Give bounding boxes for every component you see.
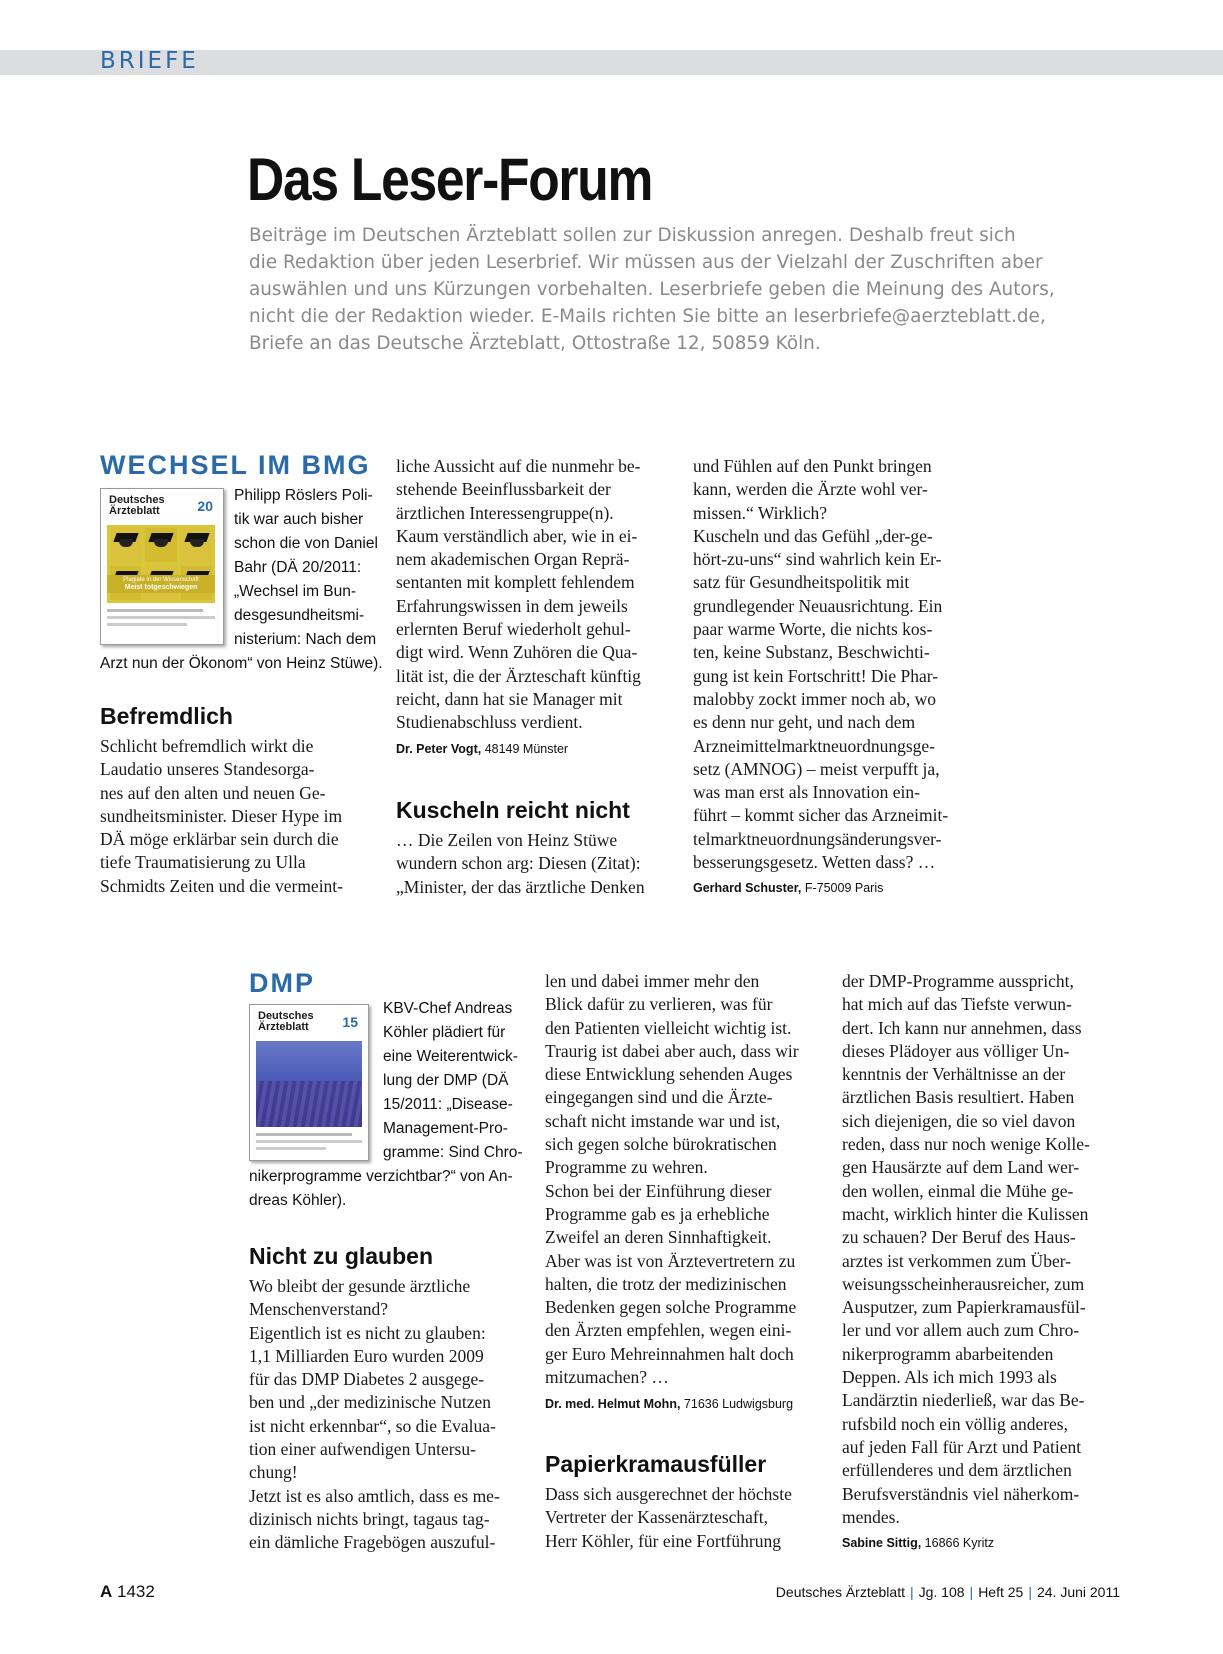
cover-strip: Plagiate in der Wissenschaft Meist totgeschwiegen (107, 575, 215, 593)
teaser-dmp-last-lines: nikerprogramme verzichtbar?“ von An- dreas Köhler). (249, 1168, 513, 1209)
journal-name: Deutsches Ärzteblatt (775, 1584, 905, 1600)
teaser-wechsel-last-line: Arzt nun der Ökonom“ von Heinz Stüwe). (100, 655, 383, 672)
intro-line: Beiträge im Deutschen Ärzteblatt sollen zur Diskussion anregen. Deshalb freut sich (249, 225, 1016, 246)
intro-line: die Redaktion über jeden Leserbrief. Wir müssen aus der Vielzahl der Zuschriften aber (249, 252, 1043, 273)
letter-papierkramausfueller-col2: Dass sich ausgerechnet der höchste Vertreter der Kassenärzteschaft, Herr Köhler, für eine Fortführung (545, 1484, 792, 1551)
journal-issue: Heft 25 (978, 1584, 1024, 1600)
letter-kuscheln-col3: und Fühlen auf den Punkt bringen kann, werden die Ärzte wohl ver- missen.“ Wirklich? Kuscheln und das Gefühl „der-ge- hört-zu-uns“ sind wahrlich kein Er- satz für Gesundheitspolitik mit grundlegender Neuausrichtung. Ein paar warme Worte, die nichts kos- ten, keine Substanz, Beschwichti- gung ist kein Fortschritt! Die Phar- malobby zockt immer noch ab, wo es denn nur geht, und nach dem Arzneimittelmarktneuordnungsge- setz (AMNOG) – meist verpufft ja, was man erst als Innovation ein- führt – kommt sicher das Arzneimit- telmarktneuordnungsänderungsver- besserungsgesetz. Wetten dass? … (693, 456, 949, 873)
journal-volume: Jg. 108 (918, 1584, 965, 1600)
cover-issue-number: 20 (197, 498, 213, 514)
section-title-wechsel: WECHSEL IM BMG (100, 450, 371, 480)
intro-line: nicht die der Redaktion wieder. E-Mails richten Sie bitte an leserbriefe@aerzteblatt.de, (249, 306, 1046, 327)
signature-schuster: Gerhard Schuster, F-75009 Paris (693, 881, 884, 895)
signature-mohn: Dr. med. Helmut Mohn, 71636 Ludwigsburg (545, 1397, 794, 1411)
magazine-cover-15 (249, 1004, 369, 1161)
article-heading-kuscheln: Kuscheln reicht nicht (396, 797, 630, 823)
teaser-dmp: KBV-Chef Andreas Köhler plädiert für eine Weiterentwick- lung der DMP (DÄ 15/2011: „Disease- Management-Pro- gramme: Sind Chro- (383, 1000, 523, 1161)
cover-masthead: Deutsches Ärzteblatt (258, 1010, 314, 1033)
article-heading-nicht-zu-glauben: Nicht zu glauben (249, 1243, 433, 1269)
page-number: A 1432 (100, 1582, 155, 1601)
letter-befremdlich-col2: liche Aussicht auf die nunmehr be- stehende Beeinflussbarkeit der ärztlichen Interessengruppe(n). Kaum verständlich aber, wie in ei- nem akademischen Organ Reprä- sentanten mit komplett fehlendem Erfahrungswissen in dem jeweils erlernten Beruf wiederholt gehul- digt wird. Wenn Zuhören die Qua- lität ist, die der Ärzteschaft künftig reicht, dann hat sie Manager mit Studienabschluss verdient. (396, 456, 641, 733)
cover-issue-number: 15 (342, 1014, 358, 1030)
cover-masthead: Deutsches Ärzteblatt (109, 494, 165, 517)
letter-kuscheln-col2: … Die Zeilen von Heinz Stüwe wundern schon arg: Diesen (Zitat): „Minister, der das ärztliche Denken (396, 830, 645, 897)
cover-image-lavender (256, 1041, 362, 1127)
letter-papierkramausfueller-col3: der DMP-Programme ausspricht, hat mich auf das Tiefste verwun- dert. Ich kann nur annehmen, dass dieses Plädoyer aus völliger Un- kenntnis der Verhältnisse an der ärztlichen Basis resultiert. Haben sich diejenigen, die so viel davon reden, dass nur noch wenige Kolle- gen Hausärzte auf dem Land wer- den wollen, einmal die Mühe ge- macht, wirklich hinter die Kulissen zu schauen? Der Beruf des Haus- arztes ist verkommen zum Über- weisungsscheinherausreicher, zum Ausputzer, zum Papierkramausfül- ler und vor allem auch zum Chro- nikerprogramm abarbeitenden Deppen. Als ich mich 1993 als Landärztin niederließ, war das Be- rufsbild noch ein völlig anderes, auf jeden Fall für Arzt und Patient erfüllenderes und dem ärztlichen Berufsverständnis viel näherkom- mendes. (842, 971, 1090, 1527)
article-heading-befremdlich: Befremdlich (100, 703, 233, 729)
teaser-wechsel: Philipp Röslers Poli- tik war auch bisher schon die von Daniel Bahr (DÄ 20/2011: „Wechsel im Bun- desgesundheitsmi- nisterium: Nach dem (234, 487, 378, 648)
intro-text (249, 222, 1149, 357)
intro-line: auswählen und uns Kürzungen vorbehalten. Leserbriefe geben die Meinung des Autors, (249, 279, 1055, 300)
rubric-label: BRIEFE (100, 48, 199, 74)
letter-nicht-zu-glauben-col1: Wo bleibt der gesunde ärztliche Menschenverstand? Eigentlich ist es nicht zu glauben: 1,1 Milliarden Euro wurden 2009 für das DMP Diabetes 2 ausgege- ben und „der medizinische Nutzen ist nicht erkennbar“, so die Evalua- tion einer aufwendigen Untersu- chung! Jetzt ist es also amtlich, dass es me- dizinisch nichts bringt, tagaus tag- ein dämliche Fragebögen auszuful- (249, 1276, 500, 1553)
signature-sittig: Sabine Sittig, 16866 Kyritz (842, 1536, 995, 1550)
journal-date: 24. Juni 2011 (1036, 1584, 1120, 1600)
section-title-dmp: DMP (249, 968, 315, 998)
intro-line: Briefe an das Deutsche Ärzteblatt, Ottostraße 12, 50859 Köln. (249, 333, 821, 354)
journal-footer: Deutsches Ärzteblatt | Jg. 108 | Heft 25 | 24. Juni 2011 (775, 1584, 1120, 1600)
article-heading-papierkramausfueller: Papierkramausfüller (545, 1451, 767, 1477)
page-title: Das Leser-Forum (247, 146, 653, 213)
signature-vogt: Dr. Peter Vogt, 48149 Münster (396, 742, 569, 756)
magazine-cover-20 (100, 488, 224, 645)
letter-nicht-zu-glauben-col2: len und dabei immer mehr den Blick dafür zu verlieren, was für den Patienten vielleicht wichtig ist. Traurig ist dabei aber auch, dass wir diese Entwicklung sehenden Auges eingegangen sind und die Ärzte- schaft nicht imstande war und ist, sich gegen solche bürokratischen Programme zu wehren. Schon bei der Einführung dieser Programme gab es ja erhebliche Zweifel an deren Sinnhaftigkeit. Aber was ist von Ärztevertretern zu halten, die trotz der medizinischen Bedenken gegen solche Programme den Ärzten empfehlen, wegen eini- ger Euro Mehreinnahmen halt doch mitzumachen? … (545, 971, 799, 1388)
letter-befremdlich-col1: Schlicht befremdlich wirkt die Laudatio unseres Standesorga- nes auf den alten und neuen Ge- sundheitsminister. Dieser Hype im DÄ möge erklärbar sein durch die tiefe Traumatisierung zu Ulla Schmidts Zeiten und die vermeint- (100, 736, 344, 896)
